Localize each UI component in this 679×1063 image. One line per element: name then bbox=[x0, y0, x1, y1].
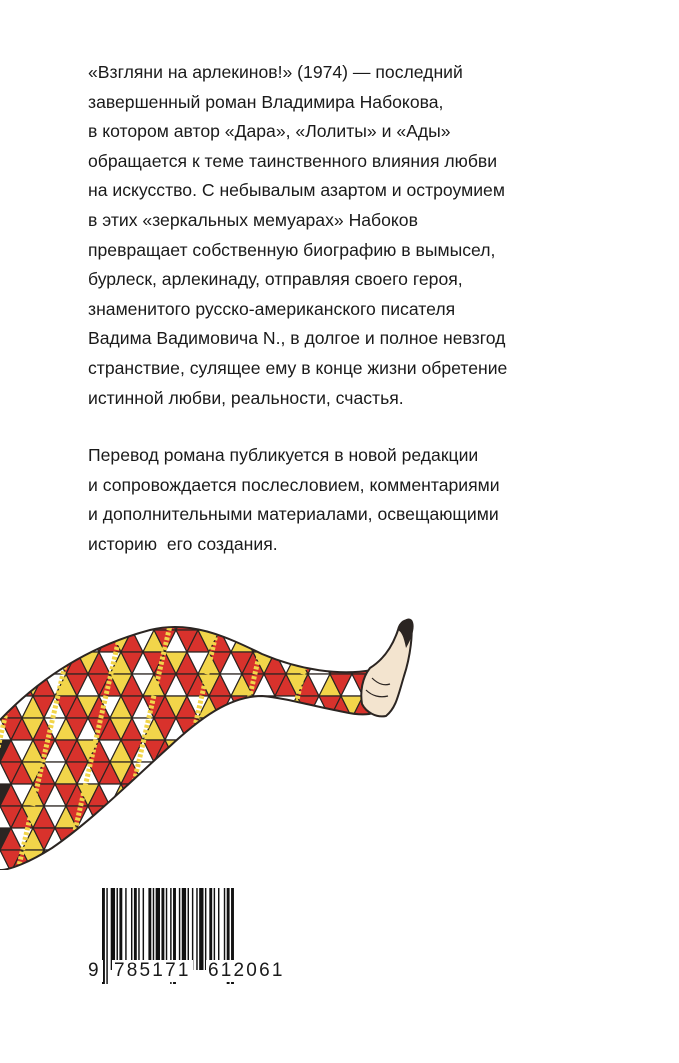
barcode-right-group: 612061 bbox=[208, 960, 285, 981]
blurb-line: на искусство. С небывалым азартом и остроумием bbox=[88, 180, 505, 201]
harlequin-leg-icon bbox=[0, 608, 430, 870]
blurb-line: в этих «зеркальных мемуарах» Набоков bbox=[88, 209, 418, 230]
blurb-line: историю его создания. bbox=[88, 533, 278, 554]
blurb-line: Вадима Вадимовича N., в долгое и полное невзгод bbox=[88, 328, 506, 349]
blurb-line: «Взгляни на арлекинов!» (1974) — последний bbox=[88, 62, 463, 82]
blurb-line: превращает собственную биографию в вымысел, bbox=[88, 239, 496, 260]
blurb-line: в котором автор «Дара», «Лолиты» и «Ады» bbox=[88, 121, 451, 142]
blurb-line: и дополнительными материалами, освещающими bbox=[88, 504, 499, 525]
blurb-line: истинной любви, реальности, счастья. bbox=[88, 387, 404, 408]
blurb-line: знаменитого русско-американского писателя bbox=[88, 298, 456, 319]
back-cover-blurb bbox=[88, 58, 628, 560]
harlequin-pattern bbox=[0, 608, 430, 870]
blurb-paragraph-1 bbox=[88, 58, 628, 413]
barcode-lead-digit: 9 bbox=[88, 960, 101, 981]
barcode-left-group: 785171 bbox=[114, 960, 191, 981]
blurb-line: обращается к теме таинственного влияния любви bbox=[88, 150, 498, 171]
blurb-line: странствие, сулящее ему в конце жизни обретение bbox=[88, 357, 508, 378]
blurb-paragraph-2 bbox=[88, 441, 628, 559]
blurb-line: бурлеск, арлекинаду, отправляя своего героя, bbox=[88, 269, 463, 290]
blurb-line: Перевод романа публикуется в новой редакции bbox=[88, 445, 479, 466]
blurb-line: завершенный роман Владимира Набокова, bbox=[88, 91, 444, 112]
blurb-line: и сопровождается послесловием, комментариями bbox=[88, 474, 500, 495]
